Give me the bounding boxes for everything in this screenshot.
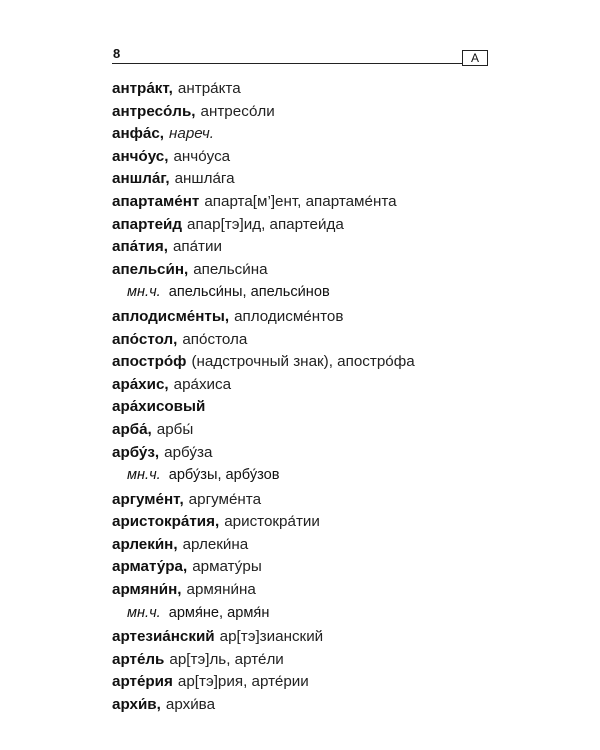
word-forms: ар[тэ]зианский: [219, 628, 324, 646]
headword: артезиа́нский: [112, 628, 215, 646]
headword: арлеки́н,: [112, 535, 178, 553]
word-forms: аплодисме́нтов: [234, 307, 344, 325]
plural-forms: армя́не, армя́н: [168, 604, 270, 621]
headword: архи́в,: [112, 696, 161, 714]
plural-label: мн.ч.: [127, 604, 161, 621]
plural-forms: апельси́ны, апельси́нов: [168, 284, 330, 301]
dictionary-entry: [112, 556, 492, 579]
headword: ара́хисовый: [112, 398, 206, 416]
word-forms: антресо́ли: [200, 102, 275, 120]
dictionary-entry: [112, 694, 492, 717]
word-forms: ар[тэ]ль, арте́ли: [169, 650, 284, 668]
word-forms: апар[тэ]ид, апартеи́да: [187, 215, 344, 233]
dictionary-entry: [112, 214, 492, 237]
dictionary-entry: [112, 511, 492, 534]
headword: апостро́ф: [112, 353, 187, 371]
headword: арте́ль: [112, 650, 165, 668]
dictionary-entry: [112, 101, 492, 124]
plural-label: мн.ч.: [127, 467, 161, 484]
dictionary-entry: [112, 329, 492, 352]
dictionary-entry: [112, 146, 492, 169]
word-forms: арбы́: [156, 420, 194, 438]
headword: антресо́ль,: [112, 102, 196, 120]
plural-forms-line: [112, 281, 492, 304]
word-forms: антра́кта: [177, 80, 241, 97]
dictionary-entry: [112, 78, 492, 101]
word-forms: армяни́на: [186, 581, 256, 599]
headword: апартеи́д: [112, 215, 183, 233]
word-forms: арлеки́на: [182, 535, 249, 553]
plural-forms-line: [112, 464, 492, 487]
section-letter-box: А: [462, 50, 488, 66]
headword: аплодисме́нты,: [112, 307, 230, 325]
dictionary-entry: [112, 191, 492, 214]
word-forms: апа́тии: [172, 238, 222, 256]
headword: апартаме́нт: [112, 192, 200, 210]
word-forms: аншла́га: [174, 170, 235, 188]
headword: арбу́з,: [112, 443, 160, 461]
dictionary-entry: [112, 374, 492, 397]
dictionary-entry: [112, 306, 492, 329]
headword: армату́ра,: [112, 558, 188, 576]
word-forms: апарта[м’]ент, апартаме́нта: [204, 192, 397, 210]
word-forms: арбу́за: [164, 443, 213, 461]
plural-forms: арбу́зы, арбу́зов: [168, 467, 280, 484]
plural-label: мн.ч.: [127, 284, 161, 301]
headword: ара́хис,: [112, 375, 169, 393]
headword: аншла́г,: [112, 170, 170, 188]
word-forms: армату́ры: [192, 558, 262, 576]
dictionary-entry: [112, 489, 492, 512]
headword: анфа́с,: [112, 125, 165, 143]
dictionary-entry: [112, 259, 492, 282]
word-forms: анчо́уса: [173, 147, 231, 165]
word-forms: (надстрочный знак), апостро́фа: [191, 353, 415, 371]
dictionary-entry: [112, 351, 492, 374]
word-forms: архи́ва: [165, 696, 216, 714]
headword: апа́тия,: [112, 238, 168, 256]
word-forms: аргуме́нта: [188, 490, 262, 508]
word-forms: апельси́на: [193, 260, 268, 278]
word-forms: нареч.: [169, 125, 214, 143]
dictionary-entry: [112, 649, 492, 672]
headword: армяни́н,: [112, 581, 182, 599]
headword: аристокра́тия,: [112, 513, 220, 531]
headword: апельси́н,: [112, 260, 189, 278]
dictionary-entry: [112, 534, 492, 557]
dictionary-entry: [112, 236, 492, 259]
dictionary-entry: [112, 123, 492, 146]
headword: арба́,: [112, 420, 152, 438]
headword: апо́стол,: [112, 330, 178, 348]
dictionary-entries: [112, 78, 492, 717]
dictionary-entry: [112, 168, 492, 191]
dictionary-entry: [112, 671, 492, 694]
headword: арте́рия: [112, 673, 173, 691]
header-rule: [112, 63, 488, 64]
page-number: 8: [113, 46, 121, 61]
headword: анчо́ус,: [112, 147, 169, 165]
page-header: [112, 44, 488, 64]
dictionary-entry: [112, 396, 492, 419]
word-forms: ара́хиса: [173, 375, 232, 393]
dictionary-entry: [112, 442, 492, 465]
headword: аргуме́нт,: [112, 490, 184, 508]
dictionary-entry: [112, 626, 492, 649]
headword: антра́кт,: [112, 80, 173, 97]
plural-forms-line: [112, 602, 492, 625]
word-forms: апо́стола: [182, 330, 248, 348]
word-forms: аристокра́тии: [224, 513, 320, 531]
dictionary-entry: [112, 579, 492, 602]
word-forms: ар[тэ]рия, арте́рии: [177, 673, 309, 691]
dictionary-entry: [112, 419, 492, 442]
